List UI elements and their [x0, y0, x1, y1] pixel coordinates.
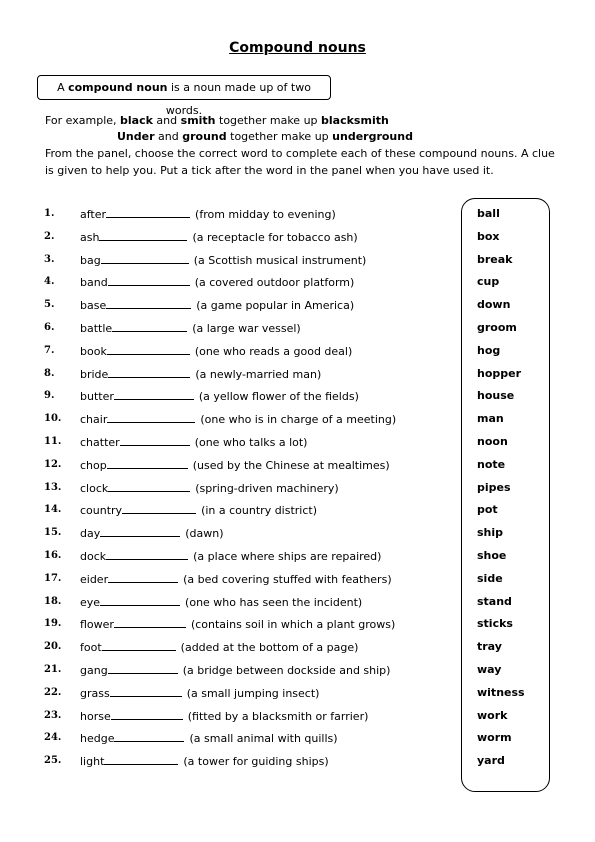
item-stem-group	[80, 730, 338, 747]
item-clue: (a receptacle for tobacco ash)	[192, 230, 358, 244]
item-stem: grass	[80, 686, 110, 700]
exercise-item	[0, 730, 460, 746]
item-clue: (a yellow flower of the fields)	[198, 390, 359, 404]
exercise-item	[0, 548, 460, 564]
item-clue: (a bridge between dockside and ship)	[182, 664, 391, 677]
item-stem-group	[80, 229, 358, 246]
item-clue: (one who talks a lot)	[194, 436, 308, 449]
panel-word[interactable]: way	[477, 663, 502, 676]
item-stem-group	[80, 616, 395, 633]
exercise-item	[0, 457, 460, 473]
item-clue: (a small animal with quills)	[189, 732, 338, 746]
item-stem: dock	[80, 550, 107, 563]
exercise-item	[0, 616, 460, 632]
example1-word1: black	[120, 114, 153, 127]
answer-blank[interactable]	[122, 502, 196, 514]
exercise-item	[0, 411, 460, 427]
panel-word[interactable]: pot	[477, 503, 498, 517]
example1-pre: For example,	[45, 114, 121, 127]
example1-word3: blacksmith	[321, 114, 389, 127]
answer-blank[interactable]	[114, 730, 184, 742]
exercise-item	[0, 229, 460, 245]
panel-word[interactable]: hog	[477, 343, 501, 357]
example-line-2	[117, 129, 413, 145]
item-stem-group	[80, 274, 354, 291]
item-stem-group	[80, 297, 354, 314]
item-stem: eider	[80, 572, 109, 586]
example2-word3: underground	[332, 130, 413, 143]
item-stem: book	[80, 344, 107, 358]
exercise-item	[0, 366, 460, 382]
answer-blank[interactable]	[107, 411, 195, 423]
item-clue: (a small jumping insect)	[186, 686, 320, 700]
answer-blank[interactable]	[108, 662, 178, 674]
instruction-line-1: From the panel, choose the correct word to complete each of these compound nouns. A clue	[45, 147, 555, 160]
exercise-item	[0, 525, 460, 541]
item-clue: (contains soil in which a plant grows)	[190, 618, 396, 632]
panel-word[interactable]: work	[477, 708, 508, 722]
exercise-item	[0, 708, 460, 724]
answer-blank[interactable]	[106, 548, 188, 560]
item-number: 15.	[44, 527, 62, 539]
definition-pre: A	[57, 81, 69, 94]
panel-word[interactable]: yard	[477, 754, 505, 768]
item-clue: (fitted by a blacksmith or farrier)	[187, 709, 369, 723]
item-clue: (a large war vessel)	[192, 322, 301, 335]
item-number: 16.	[44, 550, 62, 561]
item-number: 19.	[44, 618, 62, 630]
item-stem-group	[80, 252, 366, 269]
answer-blank[interactable]	[100, 594, 180, 606]
example2-mid1: and	[154, 130, 183, 143]
item-stem: day	[80, 527, 101, 541]
item-stem: clock	[80, 481, 109, 495]
item-stem: bag	[80, 253, 101, 267]
panel-word[interactable]: ball	[477, 207, 500, 220]
item-number: 6.	[44, 322, 55, 333]
panel-word[interactable]: tray	[477, 640, 502, 654]
exercise-item	[0, 502, 460, 518]
item-stem: foot	[80, 641, 102, 655]
panel-word[interactable]: side	[477, 571, 503, 585]
item-stem: battle	[80, 322, 113, 335]
panel-word[interactable]: pipes	[477, 480, 511, 494]
item-clue: (dawn)	[185, 527, 224, 541]
item-stem-group	[80, 388, 359, 405]
item-stem: butter	[80, 390, 114, 404]
item-clue: (one who is in charge of a meeting)	[200, 413, 397, 427]
answer-blank[interactable]	[112, 320, 187, 332]
item-stem-group	[80, 708, 368, 725]
answer-blank[interactable]	[120, 434, 190, 446]
item-number: 8.	[44, 367, 55, 379]
item-number: 9.	[44, 390, 55, 402]
item-stem-group	[80, 548, 381, 565]
item-stem-group	[80, 366, 321, 383]
panel-word[interactable]: man	[477, 412, 504, 426]
item-stem-group	[80, 343, 352, 360]
item-stem-group	[80, 502, 317, 519]
answer-blank[interactable]	[106, 206, 190, 218]
item-clue: (a game popular in America)	[196, 299, 355, 313]
item-clue: (one who reads a good deal)	[194, 344, 353, 358]
item-stem-group	[80, 457, 390, 474]
exercise-item	[0, 594, 460, 610]
example1-word2: smith	[180, 114, 216, 127]
item-stem: after	[80, 208, 107, 221]
item-stem: chatter	[80, 436, 120, 449]
exercise-item	[0, 297, 460, 313]
example2-mid2: together make up	[226, 130, 333, 143]
answer-blank[interactable]	[110, 685, 182, 697]
item-number: 22.	[44, 686, 62, 698]
exercise-item	[0, 320, 460, 336]
item-clue: (a bed covering stuffed with feathers)	[183, 572, 392, 586]
panel-word[interactable]: shoe	[477, 549, 507, 562]
item-stem: ash	[80, 230, 100, 244]
exercise-item	[0, 753, 460, 769]
panel-word[interactable]: groom	[477, 321, 517, 334]
answer-blank[interactable]	[108, 480, 190, 492]
item-clue: (a covered outdoor platform)	[194, 276, 355, 290]
panel-word[interactable]: stand	[477, 594, 512, 608]
panel-word[interactable]: sticks	[477, 617, 513, 631]
item-stem: chair	[80, 413, 108, 427]
panel-word[interactable]: ship	[477, 526, 504, 540]
item-stem: light	[80, 755, 105, 769]
item-number: 2.	[44, 230, 55, 242]
exercise-item	[0, 480, 460, 496]
item-stem: band	[80, 276, 108, 290]
page-title: Compound nouns	[229, 40, 366, 56]
item-stem: flower	[80, 618, 114, 632]
item-stem: eye	[80, 595, 101, 609]
item-clue: (spring-driven machinery)	[195, 481, 339, 495]
panel-word[interactable]: box	[477, 229, 500, 243]
answer-blank[interactable]	[102, 639, 176, 651]
answer-blank[interactable]	[108, 274, 190, 286]
example1-mid1: and	[152, 114, 181, 127]
item-stem-group	[80, 434, 307, 451]
item-number: 1.	[44, 208, 55, 219]
item-number: 13.	[44, 481, 62, 493]
exercise-item	[0, 388, 460, 404]
item-number: 17.	[44, 572, 62, 584]
item-clue: (a newly-married man)	[195, 367, 322, 381]
exercise-item	[0, 685, 460, 701]
item-stem-group	[80, 662, 390, 679]
item-stem: bride	[80, 367, 109, 381]
item-stem-group	[80, 571, 392, 588]
item-stem: gang	[80, 664, 108, 677]
item-number: 20.	[44, 641, 62, 653]
answer-blank[interactable]	[107, 457, 188, 469]
item-stem: hedge	[80, 732, 115, 746]
example-line-1	[45, 113, 389, 129]
answer-blank[interactable]	[100, 525, 180, 537]
answer-blank[interactable]	[108, 571, 178, 583]
definition-box	[37, 75, 331, 117]
panel-word[interactable]: down	[477, 298, 511, 312]
item-clue: (in a country district)	[201, 504, 318, 518]
exercise-item	[0, 434, 460, 450]
item-number: 11.	[44, 436, 62, 447]
item-stem: chop	[80, 458, 107, 472]
item-stem-group	[80, 594, 362, 611]
definition-post: is a noun made up of two words.	[165, 81, 311, 117]
exercise-item	[0, 639, 460, 655]
instruction-line-2: is given to help you. Put a tick after the word in the panel when you have used it.	[45, 164, 494, 177]
example1-mid2: together make up	[215, 114, 322, 127]
item-clue: (added at the bottom of a page)	[180, 641, 359, 655]
item-number: 25.	[44, 755, 62, 767]
answer-blank[interactable]	[106, 297, 191, 309]
item-stem-group	[80, 480, 339, 497]
item-number: 4.	[44, 276, 55, 288]
item-number: 14.	[44, 504, 62, 516]
exercise-item	[0, 571, 460, 587]
item-stem-group	[80, 525, 224, 542]
example2-word2: ground	[182, 130, 227, 143]
definition-term: compound noun	[68, 81, 168, 94]
exercise-item	[0, 274, 460, 290]
example2-word1: Under	[117, 130, 155, 143]
item-stem-group	[80, 685, 319, 702]
answer-blank[interactable]	[111, 708, 183, 720]
panel-word[interactable]: note	[477, 457, 506, 471]
item-stem-group	[80, 206, 336, 223]
answer-blank[interactable]	[114, 616, 186, 628]
item-number: 5.	[44, 299, 55, 311]
item-stem-group	[80, 753, 329, 770]
exercise-item	[0, 206, 460, 222]
exercise-item	[0, 662, 460, 678]
item-number: 24.	[44, 732, 62, 744]
panel-word[interactable]: worm	[477, 731, 512, 745]
item-clue: (a tower for guiding ships)	[183, 755, 329, 769]
item-stem-group	[80, 320, 301, 337]
panel-word[interactable]: break	[477, 252, 513, 266]
exercise-item	[0, 252, 460, 268]
answer-blank[interactable]	[108, 366, 190, 378]
item-stem: country	[80, 504, 123, 518]
item-stem: base	[80, 299, 107, 313]
item-clue: (from midday to evening)	[195, 208, 336, 221]
item-number: 7.	[44, 344, 55, 356]
answer-blank[interactable]	[114, 388, 194, 400]
answer-blank[interactable]	[101, 252, 189, 264]
item-stem: horse	[80, 709, 111, 723]
panel-word[interactable]: house	[477, 389, 515, 403]
panel-word[interactable]: noon	[477, 435, 508, 448]
item-clue: (a Scottish musical instrument)	[193, 253, 367, 267]
item-number: 12.	[44, 458, 62, 470]
panel-word[interactable]: cup	[477, 275, 500, 289]
item-clue: (used by the Chinese at mealtimes)	[192, 458, 390, 472]
panel-word[interactable]: hopper	[477, 366, 522, 380]
item-number: 18.	[44, 595, 62, 607]
item-clue: (one who has seen the incident)	[185, 595, 363, 609]
item-clue: (a place where ships are repaired)	[193, 550, 382, 563]
panel-word[interactable]: witness	[477, 685, 525, 699]
item-number: 10.	[44, 413, 62, 425]
item-stem-group	[80, 639, 358, 656]
answer-blank[interactable]	[107, 343, 190, 355]
item-number: 23.	[44, 709, 62, 721]
answer-blank[interactable]	[99, 229, 187, 241]
answer-blank[interactable]	[104, 753, 178, 765]
exercise-item	[0, 343, 460, 359]
item-number: 3.	[44, 253, 55, 265]
item-number: 21.	[44, 664, 62, 675]
item-stem-group	[80, 411, 396, 428]
